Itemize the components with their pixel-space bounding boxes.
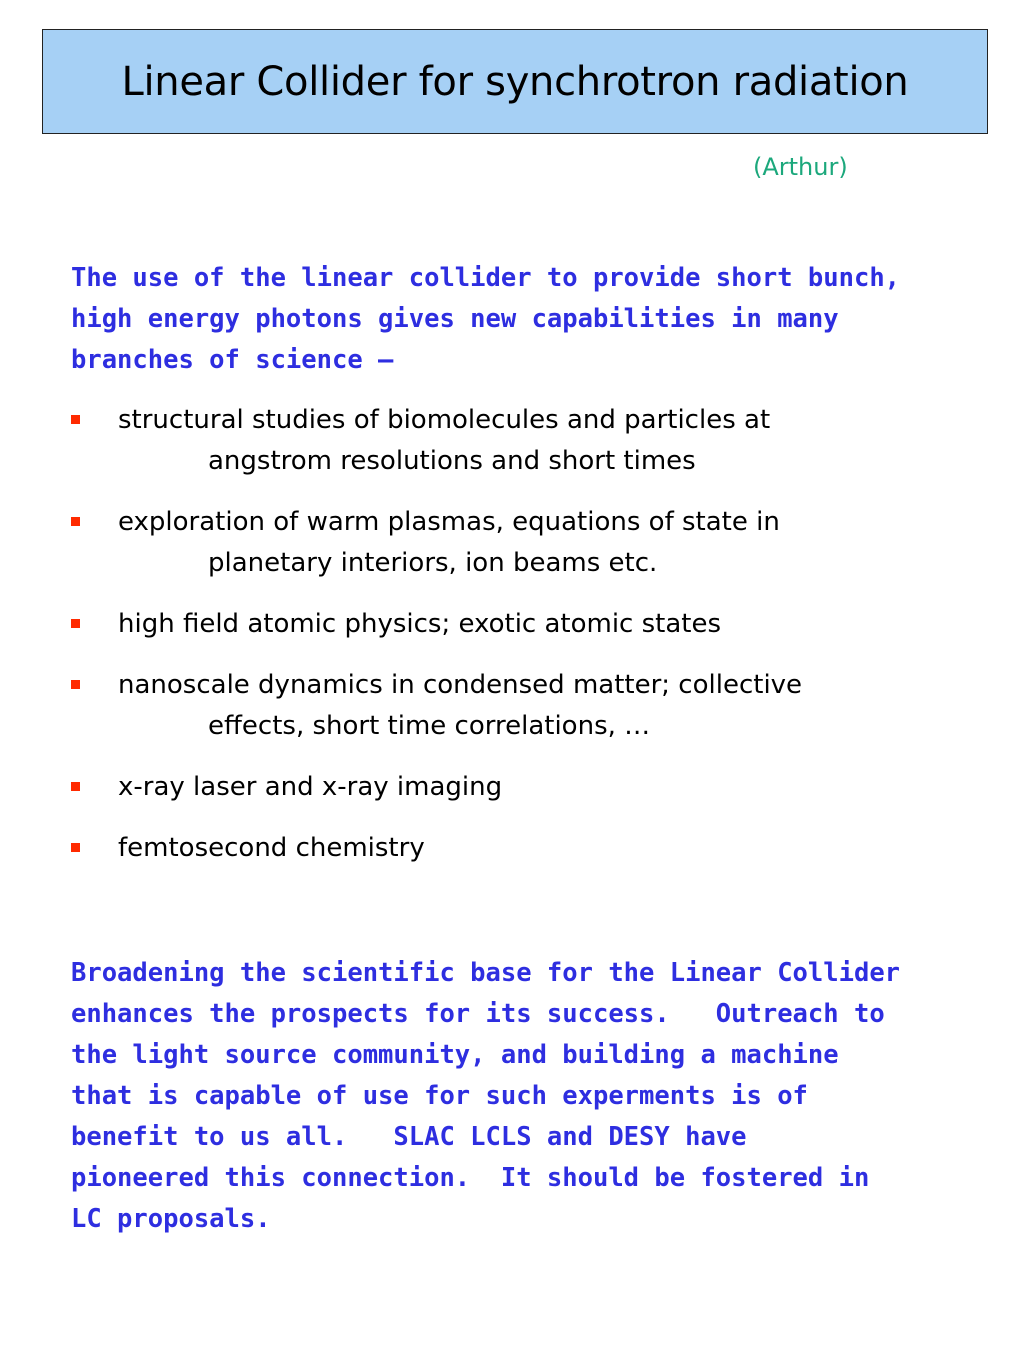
bullet-text-continuation: planetary interiors, ion beams etc. [208, 548, 658, 578]
bullet-item [71, 400, 991, 482]
bullet-square-icon [71, 782, 80, 791]
bullet-square-icon [71, 517, 80, 526]
bullet-text: x-ray laser and x-ray imaging [118, 772, 503, 802]
author-credit: (Arthur) [753, 153, 848, 181]
closing-line: LC proposals. [71, 1204, 271, 1234]
bullet-text: high field atomic physics; exotic atomic states [118, 609, 722, 639]
bullet-text: nanoscale dynamics in condensed matter; collective [118, 670, 803, 700]
bullet-item [71, 502, 991, 584]
closing-line: the light source community, and building a machine [71, 1040, 839, 1070]
bullet-item [71, 828, 991, 869]
bullet-text: exploration of warm plasmas, equations of state in [118, 507, 780, 537]
closing-line: benefit to us all. SLAC LCLS and DESY have [71, 1122, 747, 1152]
bullet-text: structural studies of biomolecules and particles at [118, 405, 771, 435]
closing-line: Broadening the scientific base for the Linear Collider [71, 958, 901, 988]
closing-paragraph [71, 953, 1001, 1240]
bullet-square-icon [71, 619, 80, 628]
closing-line: that is capable of use for such experments is of [71, 1081, 808, 1111]
intro-line: high energy photons gives new capabilities in many [71, 304, 839, 334]
closing-line: pioneered this connection. It should be fostered in [71, 1163, 870, 1193]
bullet-square-icon [71, 843, 80, 852]
bullet-item [71, 767, 991, 808]
bullet-list [71, 400, 991, 889]
intro-line: The use of the linear collider to provide short bunch, [71, 263, 901, 293]
bullet-item [71, 665, 991, 747]
bullet-text-continuation: effects, short time correlations, … [208, 711, 651, 741]
bullet-square-icon [71, 415, 80, 424]
intro-line: branches of science – [71, 345, 394, 375]
title-box [42, 29, 988, 134]
bullet-text: femtosecond chemistry [118, 833, 425, 863]
closing-line: enhances the prospects for its success. Outreach to [71, 999, 885, 1029]
slide-title: Linear Collider for synchrotron radiation [121, 58, 909, 105]
bullet-item [71, 604, 991, 645]
intro-paragraph [71, 258, 991, 381]
bullet-square-icon [71, 680, 80, 689]
bullet-text-continuation: angstrom resolutions and short times [208, 446, 696, 476]
